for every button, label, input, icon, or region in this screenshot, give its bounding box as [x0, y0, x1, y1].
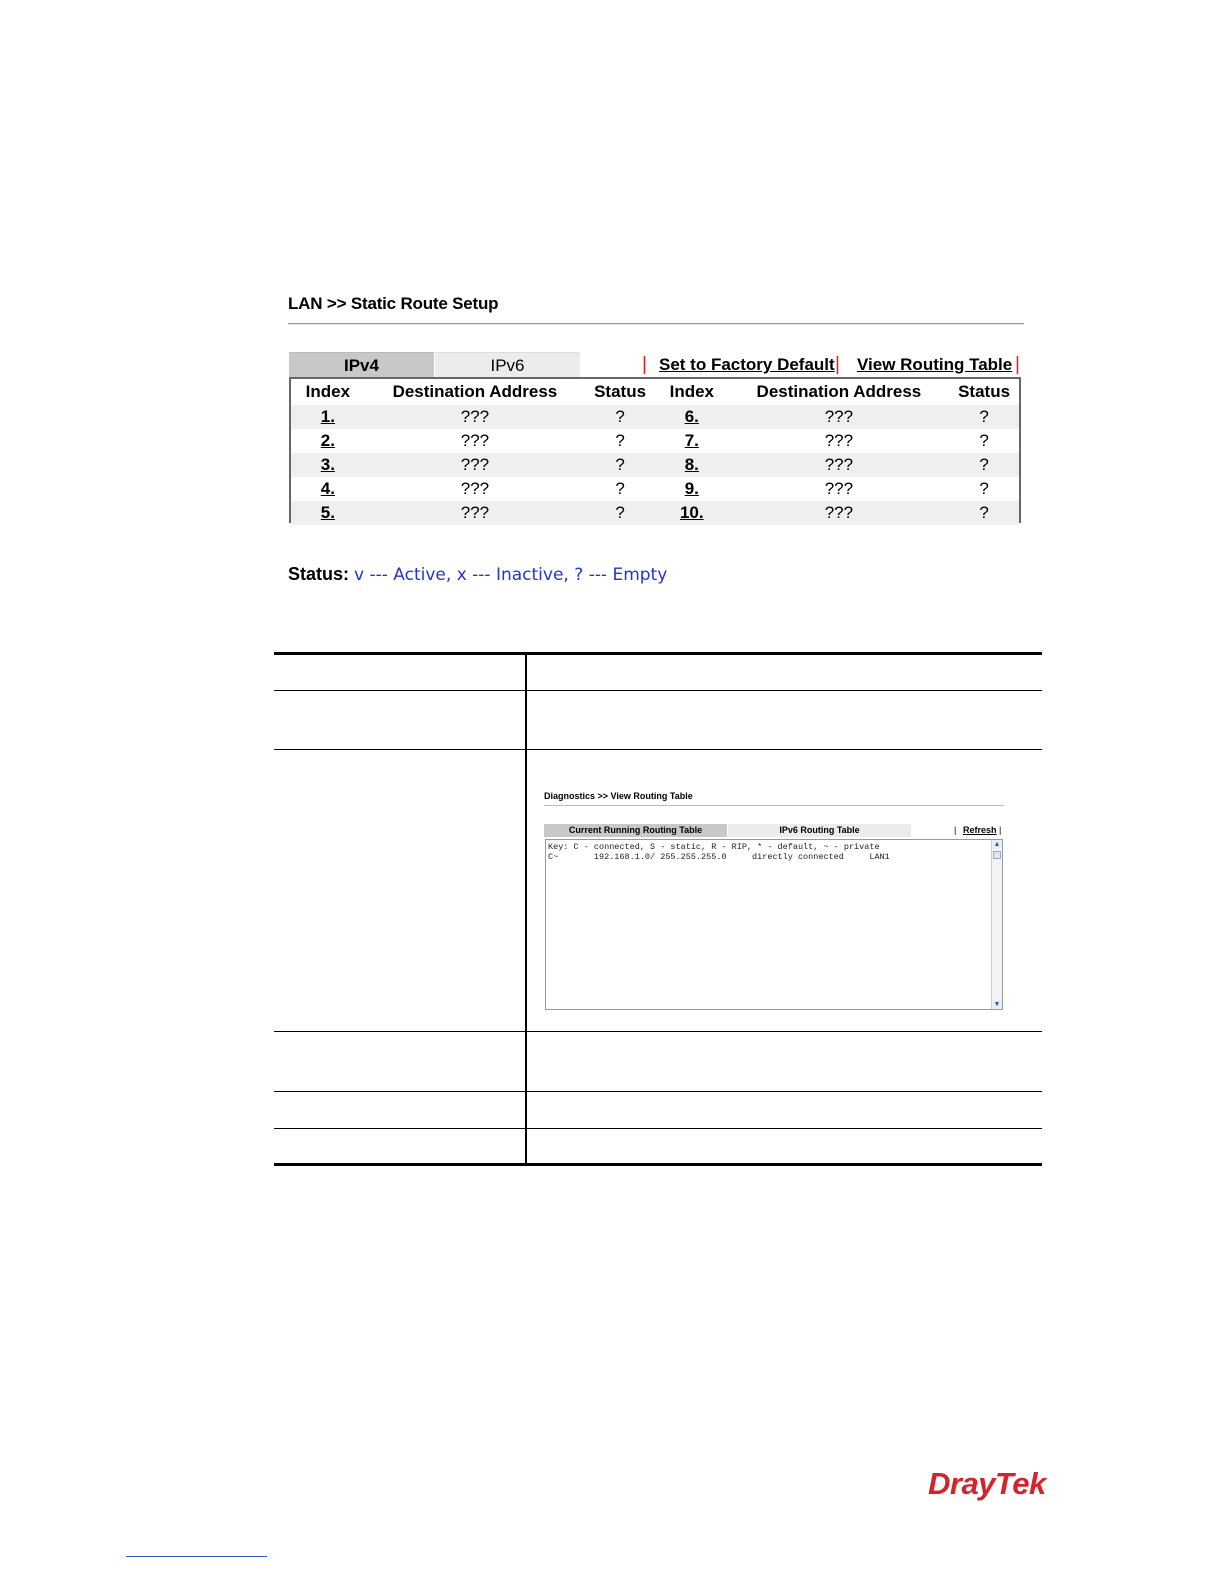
link-separator: |: [999, 825, 1002, 835]
destination-address: ???: [365, 453, 586, 477]
status-legend-label: Status:: [288, 564, 350, 584]
column-header: Index: [669, 382, 714, 401]
route-index-link[interactable]: 4.: [320, 479, 335, 498]
route-status: ?: [585, 405, 655, 429]
destination-address: ???: [824, 431, 854, 450]
table-header-row: [291, 379, 1019, 405]
tab-current-routing-table[interactable]: Current Running Routing Table: [544, 824, 727, 837]
static-route-table: [289, 377, 1021, 523]
vertical-scrollbar[interactable]: [991, 840, 1002, 1009]
route-index-link[interactable]: 10.: [655, 501, 729, 525]
route-index-link[interactable]: 3.: [291, 453, 365, 477]
route-index-link[interactable]: 7.: [684, 431, 699, 450]
scroll-down-icon[interactable]: ▼: [993, 1001, 1001, 1008]
destination-address: ???: [460, 479, 490, 498]
route-index-link[interactable]: 2.: [320, 431, 335, 450]
route-status: ?: [585, 453, 655, 477]
route-status: ?: [615, 431, 625, 450]
column-header: Destination Address: [392, 382, 558, 401]
routing-table-title: Diagnostics >> View Routing Table: [544, 791, 693, 801]
destination-address: ???: [729, 501, 950, 525]
column-header: Index: [305, 382, 351, 401]
link-separator: |: [835, 354, 840, 375]
link-separator: |: [954, 825, 957, 835]
tab-ipv6[interactable]: IPv6: [435, 352, 580, 378]
table-row: [291, 453, 1019, 477]
refresh-link[interactable]: Refresh: [963, 825, 997, 835]
table-rule: [274, 1128, 1042, 1129]
view-routing-table-link[interactable]: View Routing Table: [857, 355, 1013, 374]
scroll-thumb[interactable]: [993, 851, 1001, 859]
route-status: ?: [979, 431, 989, 450]
table-row: [291, 477, 1019, 501]
route-status: ?: [949, 501, 1019, 525]
title-divider: [288, 323, 1024, 325]
destination-address: ???: [460, 431, 490, 450]
link-separator: |: [642, 354, 647, 375]
table-row: [291, 429, 1019, 453]
scroll-up-icon[interactable]: ▲: [993, 841, 1001, 848]
tab-bar: [288, 352, 1024, 378]
tab-ipv6-routing-table[interactable]: IPv6 Routing Table: [728, 824, 911, 837]
table-rule: [274, 1091, 1042, 1092]
set-factory-default-link[interactable]: Set to Factory Default: [659, 355, 835, 374]
column-header: Status: [594, 382, 647, 401]
route-index-link[interactable]: 6.: [655, 405, 729, 429]
destination-address: ???: [365, 501, 586, 525]
column-divider: [525, 652, 527, 1165]
routing-title-divider: [544, 805, 1004, 806]
table-rule: [274, 749, 1042, 750]
table-rule: [274, 1163, 1042, 1166]
route-index-link[interactable]: 1.: [291, 405, 365, 429]
destination-address: ???: [729, 453, 950, 477]
routing-key-line: Key: C - connected, S - static, R - RIP, * - default, ~ - private: [548, 842, 880, 852]
column-header: Status: [958, 382, 1011, 401]
destination-address: ???: [365, 405, 586, 429]
table-rule: [274, 1031, 1042, 1032]
route-index-link[interactable]: 9.: [684, 479, 699, 498]
route-status: ?: [615, 479, 625, 498]
column-header: Destination Address: [756, 382, 922, 401]
link-separator: |: [1015, 354, 1020, 375]
routing-table-content: [548, 842, 890, 862]
routing-table-textarea[interactable]: [545, 839, 1003, 1010]
routing-tab-bar: [544, 824, 1004, 837]
page-title: LAN >> Static Route Setup: [288, 294, 499, 313]
tab-ipv4[interactable]: IPv4: [289, 352, 434, 378]
route-status: ?: [585, 501, 655, 525]
status-legend: [288, 564, 667, 585]
table-rule: [274, 690, 1042, 691]
table-rule: [274, 652, 1042, 655]
route-index-link[interactable]: 8.: [655, 453, 729, 477]
destination-address: ???: [824, 479, 854, 498]
destination-address: ???: [729, 405, 950, 429]
route-index-link[interactable]: 5.: [291, 501, 365, 525]
status-legend-text: v --- Active, x --- Inactive, ? --- Empty: [354, 565, 668, 585]
table-row: [291, 405, 1019, 429]
footer-link-underline: [126, 1556, 267, 1557]
route-status: ?: [979, 479, 989, 498]
draytek-logo: DrayTek: [928, 1466, 1046, 1501]
route-status: ?: [949, 405, 1019, 429]
routing-entry-line: C~ 192.168.1.0/ 255.255.255.0 directly connected LAN1: [548, 852, 890, 862]
route-status: ?: [949, 453, 1019, 477]
table-row: [291, 501, 1019, 525]
